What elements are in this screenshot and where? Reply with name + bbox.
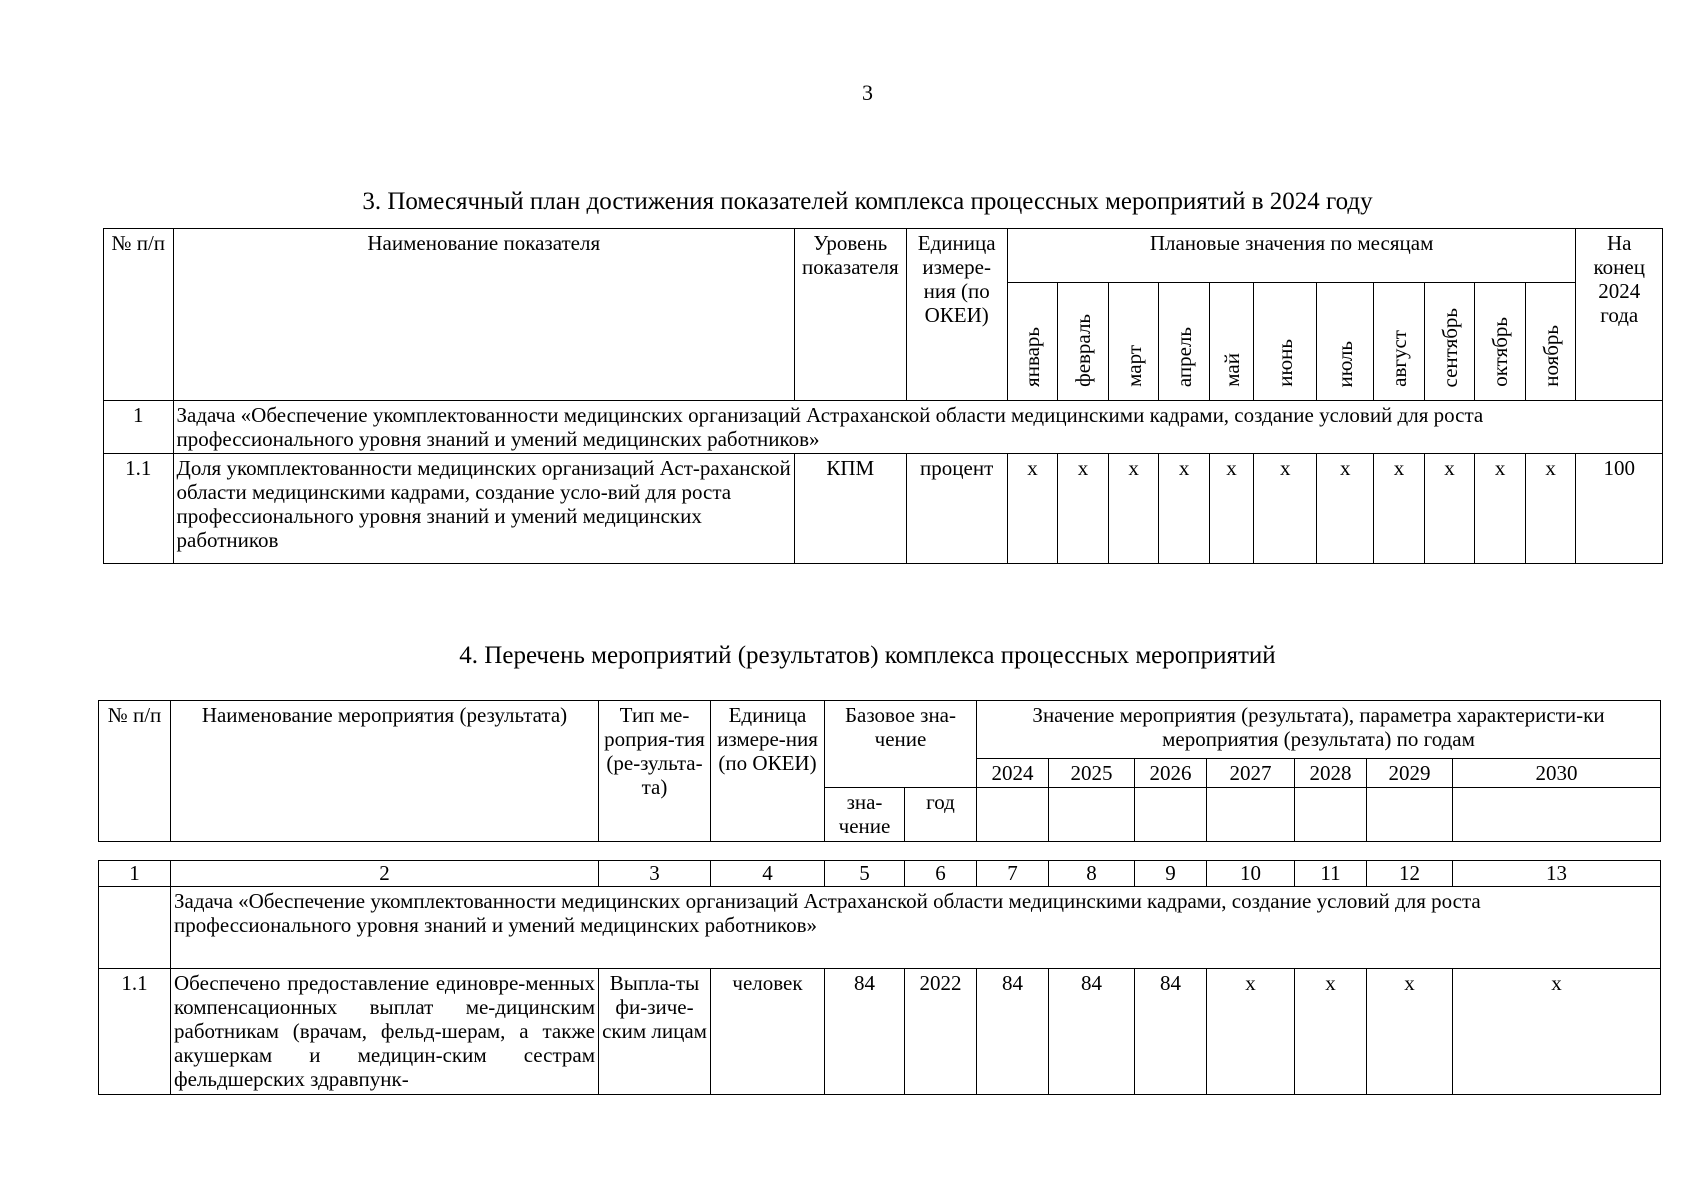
column-number: 5 bbox=[825, 861, 905, 887]
base-value: 84 bbox=[825, 969, 905, 1095]
measures-table-header bbox=[98, 700, 1661, 842]
month-value: х bbox=[1374, 454, 1425, 564]
month-value: х bbox=[1525, 454, 1576, 564]
header-base-value-number: зна-чение bbox=[825, 788, 905, 842]
header-measure-name: Наименование мероприятия (результата) bbox=[171, 701, 599, 842]
section-4-title: 4. Перечень мероприятий (результатов) комплекса процессных мероприятий bbox=[459, 642, 1276, 669]
month-header: ноябрь bbox=[1525, 283, 1576, 401]
header-year-end: На конец 2024 года bbox=[1576, 229, 1663, 401]
measure-name: Обеспечено предоставление единовре-менных компенсационных выплат ме-дицинским работникам (врачам, фельд-шерам, а также акушеркам и медицин-ским сестрам фельдшерских здравпунк- bbox=[171, 969, 599, 1095]
year-header: 2024 bbox=[977, 759, 1049, 788]
year-value: х bbox=[1453, 969, 1661, 1095]
indicator-name: Доля укомплектованности медицинских организаций Аст-раханской области медицинскими кадрами, создание усло-вий для роста профессионального уровня знаний и умений медицинских работников bbox=[173, 454, 794, 564]
month-header: январь bbox=[1007, 283, 1058, 401]
monthly-plan-table bbox=[103, 228, 1663, 564]
column-number: 1 bbox=[99, 861, 171, 887]
year-value: 84 bbox=[977, 969, 1049, 1095]
month-header: июль bbox=[1317, 283, 1374, 401]
month-value: х bbox=[1108, 454, 1159, 564]
measure-unit: человек bbox=[711, 969, 825, 1095]
task-description: Задача «Обеспечение укомплектованности медицинских организаций Астраханской области медицинскими кадрами, создание условий для роста профессионального уровня знаний и умений медицинских работников» bbox=[171, 887, 1661, 969]
indicator-level: КПМ bbox=[794, 454, 906, 564]
month-value: х bbox=[1254, 454, 1317, 564]
table-row bbox=[99, 969, 1661, 1095]
year-header: 2027 bbox=[1207, 759, 1295, 788]
month-value: х bbox=[1475, 454, 1526, 564]
year-header: 2028 bbox=[1295, 759, 1367, 788]
year-end-value: 100 bbox=[1576, 454, 1663, 564]
page-number: 3 bbox=[862, 80, 873, 105]
year-header: 2030 bbox=[1453, 759, 1661, 788]
month-value: х bbox=[1058, 454, 1109, 564]
month-header: октябрь bbox=[1475, 283, 1526, 401]
header-measure-type: Тип ме-роприя-тия (ре-зульта-та) bbox=[599, 701, 711, 842]
month-header: август bbox=[1374, 283, 1425, 401]
task-number: 1 bbox=[104, 401, 174, 454]
column-number: 9 bbox=[1135, 861, 1207, 887]
header-unit: Единица измере-ния (по ОКЕИ) bbox=[711, 701, 825, 842]
table-row bbox=[104, 454, 1663, 564]
month-header: апрель bbox=[1159, 283, 1210, 401]
header-plan-by-months: Плановые значения по месяцам bbox=[1007, 229, 1576, 283]
year-value: 84 bbox=[1135, 969, 1207, 1095]
month-header: май bbox=[1209, 283, 1253, 401]
month-value: х bbox=[1209, 454, 1253, 564]
year-header: 2025 bbox=[1049, 759, 1135, 788]
month-header: март bbox=[1108, 283, 1159, 401]
column-number: 8 bbox=[1049, 861, 1135, 887]
column-number: 7 bbox=[977, 861, 1049, 887]
header-base-value: Базовое зна-чение bbox=[825, 701, 977, 788]
month-value: х bbox=[1159, 454, 1210, 564]
month-value: х bbox=[1007, 454, 1058, 564]
row-number: 1.1 bbox=[99, 969, 171, 1095]
task-description: Задача «Обеспечение укомплектованности медицинских организаций Астраханской области медицинскими кадрами, создание условий для роста профессионального уровня знаний и умений медицинских работников» bbox=[173, 401, 1662, 454]
column-number: 6 bbox=[905, 861, 977, 887]
column-number: 10 bbox=[1207, 861, 1295, 887]
year-value: 84 bbox=[1049, 969, 1135, 1095]
header-base-year: год bbox=[905, 788, 977, 842]
column-number: 12 bbox=[1367, 861, 1453, 887]
row-number: 1.1 bbox=[104, 454, 174, 564]
column-number: 3 bbox=[599, 861, 711, 887]
measure-type: Выпла-ты фи-зиче-ским лицам bbox=[599, 969, 711, 1095]
year-value: х bbox=[1367, 969, 1453, 1095]
header-num: № п/п bbox=[104, 229, 174, 401]
header-indicator-name: Наименование показателя bbox=[173, 229, 794, 401]
header-unit: Единица измере-ния (по ОКЕИ) bbox=[906, 229, 1007, 401]
month-header: июнь bbox=[1254, 283, 1317, 401]
indicator-unit: процент bbox=[906, 454, 1007, 564]
header-num: № п/п bbox=[99, 701, 171, 842]
measures-table-body bbox=[98, 860, 1661, 1095]
month-header: сентябрь bbox=[1424, 283, 1475, 401]
header-values-by-years: Значение мероприятия (результата), параметра характеристи-ки мероприятия (результата) по годам bbox=[977, 701, 1661, 759]
year-value: х bbox=[1207, 969, 1295, 1095]
column-number: 2 bbox=[171, 861, 599, 887]
month-header: февраль bbox=[1058, 283, 1109, 401]
column-number: 13 bbox=[1453, 861, 1661, 887]
month-value: х bbox=[1317, 454, 1374, 564]
column-number: 11 bbox=[1295, 861, 1367, 887]
month-value: х bbox=[1424, 454, 1475, 564]
year-header: 2029 bbox=[1367, 759, 1453, 788]
base-year: 2022 bbox=[905, 969, 977, 1095]
header-level: Уровень показателя bbox=[794, 229, 906, 401]
year-value: х bbox=[1295, 969, 1367, 1095]
section-3-title: 3. Помесячный план достижения показателей комплекса процессных мероприятий в 2024 году bbox=[362, 188, 1373, 215]
column-number: 4 bbox=[711, 861, 825, 887]
year-header: 2026 bbox=[1135, 759, 1207, 788]
column-numbers-row bbox=[99, 861, 1661, 887]
